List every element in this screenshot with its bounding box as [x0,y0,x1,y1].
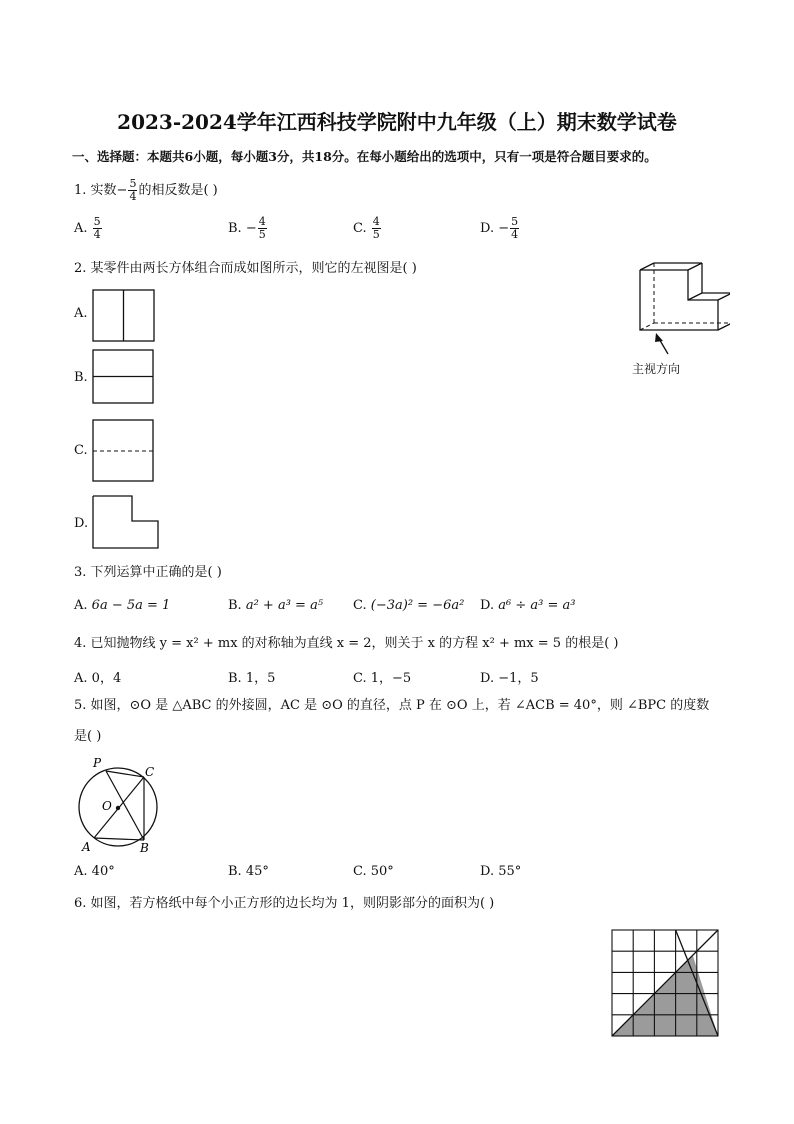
q4-option-b[interactable] [228,667,275,686]
point-label-c: C [145,765,155,779]
option-value: 55° [498,864,522,879]
q5-option-b[interactable] [228,864,269,879]
q1-prefix: 1. 实数 [74,183,117,198]
point-label-o: O [102,799,112,813]
question-5-line1: 5. 如图，⊙O 是 △ABC 的外接圆，AC 是 ⊙O 的直径，点 P 在 ⊙O 上，若 ∠ACB = 40°，则 ∠BPC 的度数 [74,698,710,713]
q3-option-b[interactable] [228,598,323,613]
option-numerator: 5 [93,215,101,228]
q1-suffix: 的相反数是( ) [138,183,218,198]
q5-option-c[interactable] [353,864,394,879]
option-denominator: 4 [93,228,101,241]
q2-option-b-label[interactable]: B. [74,370,88,385]
option-value: 1，5 [245,671,276,686]
center-point [116,806,120,810]
option-label: C. [353,864,367,879]
option-value: 50° [370,864,394,879]
q4-option-c[interactable] [353,667,411,686]
q2-option-d-label[interactable]: D. [74,516,89,531]
section-header: 一、选择题：本题共6小题，每小题3分，共18分。在每小题给出的选项中，只有一项是符合题目要求的。 [72,149,657,164]
option-label: A. [74,221,88,236]
arrow-head-icon [655,333,663,342]
option-fraction [93,216,102,241]
option-label: D. [480,598,495,613]
option-value: 40° [91,864,115,879]
q1-option-d[interactable] [480,216,520,241]
question-3: 3. 下列运算中正确的是( ) [74,565,222,580]
q2-option-b-figure[interactable] [92,349,156,405]
option-expression: a² + a³ = a⁵ [245,598,324,613]
option-label: D. [480,864,495,879]
option-label: B. [228,598,242,613]
q1-option-b[interactable] [228,216,268,241]
point-label-p: P [93,756,102,770]
q1-option-c[interactable] [353,216,382,241]
option-denominator: 5 [372,228,380,241]
option-numerator: 4 [372,215,380,228]
option-label: B. [228,671,242,686]
question-1 [74,178,218,203]
option-denominator: 4 [511,228,519,241]
q4-option-a[interactable] [74,667,121,686]
q1-fraction [128,178,137,203]
option-sign: − [498,221,510,236]
q2-option-c-figure[interactable] [92,419,156,483]
question-6: 6. 如图，若方格纸中每个小正方形的边长均为 1，则阴影部分的面积为( ) [74,896,495,911]
q2-option-a-figure[interactable] [92,289,156,343]
q5-circle-figure [70,755,170,855]
q2-option-a-label[interactable]: A. [74,306,88,321]
option-label: A. [74,864,88,879]
q2-option-c-label[interactable]: C. [74,443,88,458]
option-numerator: 5 [511,215,519,228]
exam-title: 2023-2024学年江西科技学院附中九年级（上）期末数学试卷 [117,110,677,134]
option-label: A. [74,671,88,686]
option-label: B. [228,221,242,236]
point-label-a: A [82,840,91,854]
q4-option-d[interactable] [480,667,539,686]
option-label: D. [480,221,495,236]
q6-grid-figure [610,928,722,1040]
question-2: 2. 某零件由两长方体组合而成如图所示，则它的左视图是( ) [74,261,417,276]
option-label: A. [74,598,88,613]
option-label: D. [480,671,495,686]
q3-option-d[interactable] [480,598,575,613]
option-label: B. [228,864,242,879]
option-expression: 6a − 5a = 1 [91,598,171,613]
option-expression: (−3a)² = −6a² [370,598,465,613]
option-label: C. [353,598,367,613]
option-value: 1，−5 [370,671,412,686]
question-5-line2: 是( ) [74,729,102,744]
q1-option-a[interactable] [74,216,103,241]
option-value: −1，5 [498,671,539,686]
q1-sign: − [116,183,128,198]
q3-option-a[interactable] [74,598,170,613]
q5-option-d[interactable] [480,864,521,879]
option-numerator: 4 [258,215,266,228]
q3-option-c[interactable] [353,598,464,613]
q5-option-a[interactable] [74,864,115,879]
point-label-b: B [140,841,149,855]
q2-figure-caption: 主视方向 [632,362,681,376]
q2-option-d-figure[interactable] [92,495,162,551]
question-4: 4. 已知抛物线 y = x² + mx 的对称轴为直线 x = 2，则关于 x 的方程 x² + mx = 5 的根是( ) [74,636,619,651]
option-expression: a⁶ ÷ a³ = a³ [498,598,576,613]
option-value: 45° [245,864,269,879]
option-fraction [372,216,381,241]
option-label: C. [353,221,367,236]
option-label: C. [353,671,367,686]
q1-denominator: 4 [129,190,137,203]
option-fraction [510,216,519,241]
option-value: 0，4 [91,671,122,686]
option-fraction [258,216,267,241]
q1-numerator: 5 [129,177,137,190]
option-denominator: 5 [258,228,266,241]
option-sign: − [245,221,257,236]
